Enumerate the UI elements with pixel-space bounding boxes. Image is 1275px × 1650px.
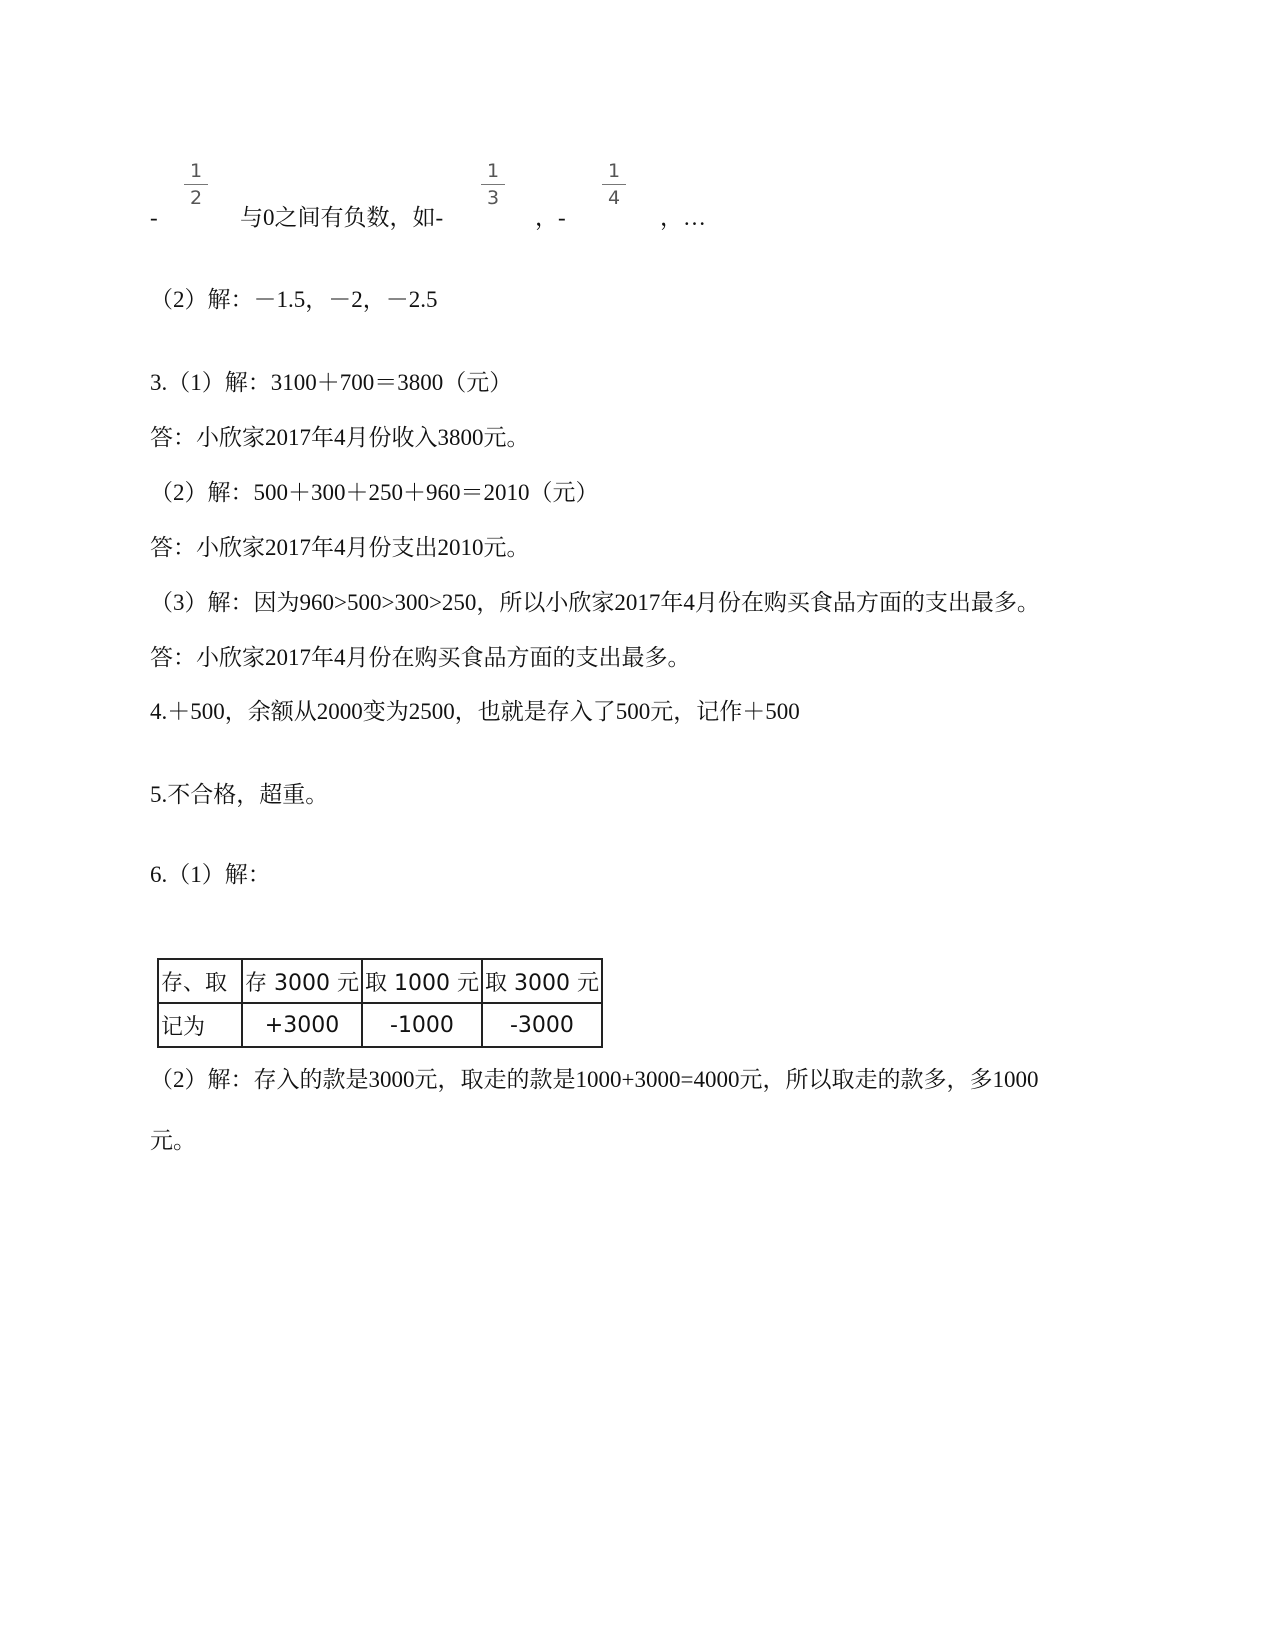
table-cell: +3000 [242, 1003, 362, 1047]
table-cell: 取 1000 元 [362, 959, 482, 1003]
table-cell: 记为 [158, 1003, 242, 1047]
fraction-numerator: 1 [189, 160, 203, 182]
fraction-denominator: 2 [189, 187, 203, 209]
fraction-denominator: 3 [486, 187, 500, 209]
fraction-denominator: 4 [607, 187, 621, 209]
table-row [158, 1003, 602, 1047]
separator-text: ，- [535, 205, 566, 230]
minus-sign: - [150, 205, 158, 230]
fraction-one-third [481, 160, 505, 209]
q3-part1-answer: 答：小欣家2017年4月份收入3800元。 [150, 425, 530, 450]
q3-part2-solution: （2）解：500＋300＋250＋960＝2010（元） [150, 480, 599, 505]
fraction-bar [184, 184, 208, 185]
q3-part3-answer: 答：小欣家2017年4月份在购买食品方面的支出最多。 [150, 645, 691, 670]
table-cell: -3000 [482, 1003, 602, 1047]
fraction-bar [481, 184, 505, 185]
fraction-one-fourth [602, 160, 626, 209]
q6-part2-solution-line1: （2）解：存入的款是3000元，取走的款是1000+3000=4000元，所以取走的款多，多1000 [150, 1067, 1039, 1092]
fraction-bar [602, 184, 626, 185]
table-cell: 存 3000 元 [242, 959, 362, 1003]
table-cell: 存、取 [158, 959, 242, 1003]
q2-part2-solution: （2）解：－1.5，－2，－2.5 [150, 287, 438, 312]
fraction-one-half [184, 160, 208, 209]
negative-numbers-text: 与0之间有负数，如- [240, 205, 444, 230]
fraction-numerator: 1 [607, 160, 621, 182]
q3-part3-solution: （3）解：因为960>500>300>250，所以小欣家2017年4月份在购买食品方面的支出最多。 [150, 590, 1040, 615]
table-header-row [158, 959, 602, 1003]
q3-part2-answer: 答：小欣家2017年4月份支出2010元。 [150, 535, 530, 560]
q6-part1-heading: 6.（1）解： [150, 862, 271, 887]
table-cell: 取 3000 元 [482, 959, 602, 1003]
fraction-numerator: 1 [486, 160, 500, 182]
q6-part2-solution-line2: 元。 [150, 1128, 196, 1153]
deposit-withdraw-table [157, 958, 603, 1048]
ellipsis-text: ，… [660, 205, 706, 230]
q3-part1-solution: 3.（1）解：3100＋700＝3800（元） [150, 370, 513, 395]
table-cell: -1000 [362, 1003, 482, 1047]
q5-answer: 5.不合格，超重。 [150, 782, 329, 807]
q4-answer: 4.＋500，余额从2000变为2500，也就是存入了500元，记作＋500 [150, 699, 800, 724]
